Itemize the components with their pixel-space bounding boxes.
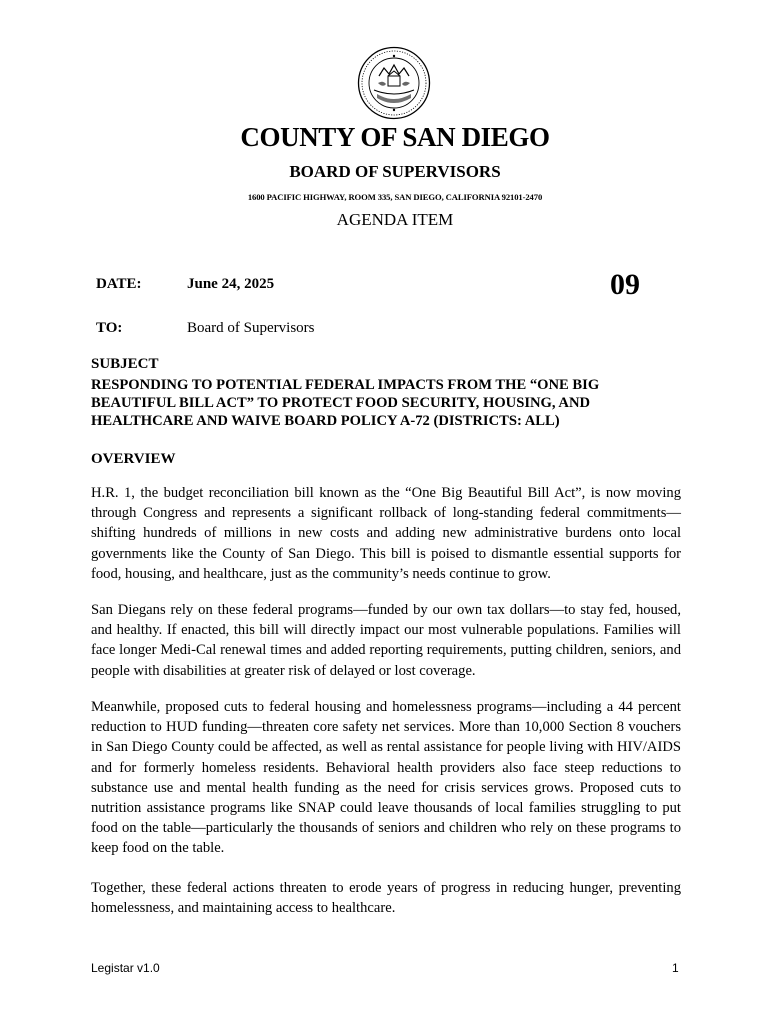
subject-text: RESPONDING TO POTENTIAL FEDERAL IMPACTS FROM THE “ONE BIG BEAUTIFUL BILL ACT” TO PROTECT FOOD SECURITY, HOUSING, AND HEALTHCARE AND WAIVE BOARD POLICY A-72 (DISTRICTS: ALL): [91, 377, 600, 429]
county-seal-icon: [357, 46, 431, 120]
overview-paragraph: Together, these federal actions threaten to erode years of progress in reducing hunger, preventing homelessness, and maintaining access to healthcare.: [91, 880, 681, 917]
county-name: COUNTY OF SAN DIEGO: [240, 122, 550, 152]
board-name: BOARD OF SUPERVISORS: [289, 162, 501, 181]
agenda-item-number: 09: [610, 268, 640, 301]
document-type: AGENDA ITEM: [336, 210, 454, 229]
footer-version: Legistar v1.0: [91, 961, 160, 975]
to-label: TO:: [96, 320, 123, 336]
overview-paragraph: San Diegans rely on these federal programs—funded by our own tax dollars—to stay fed, housed, and healthy. If enacted, this bill will directly impact our most vulnerable populations. Families will face longer Medi-Cal renewal times and added reporting requirements, putting children, seniors, and people with disabilities at greater risk of delayed or lost coverage.: [91, 602, 681, 679]
overview-paragraph: Meanwhile, proposed cuts to federal housing and homelessness programs—including a 44 percent reduction to HUD funding—threaten core safety net services. More than 10,000 Section 8 vouchers in San Diego County could be affected, as well as rental assistance for people living with HIV/AIDS and for formerly homeless residents. Behavioral health providers also face steep reductions to substance use and mental health funding as the need for crisis services grows. Proposed cuts to nutrition assistance programs like SNAP could leave thousands of local families struggling to put food on the table—particularly the thousands of seniors and children who rely on these programs to keep food on the table.: [91, 699, 681, 857]
date-label: DATE:: [96, 276, 142, 292]
board-address: 1600 PACIFIC HIGHWAY, ROOM 335, SAN DIEGO, CALIFORNIA 92101-2470: [247, 192, 543, 202]
to-value: Board of Supervisors: [187, 320, 315, 336]
subject-heading: SUBJECT: [91, 356, 159, 372]
page-number: 1: [672, 961, 679, 975]
date-value: June 24, 2025: [187, 276, 275, 292]
overview-heading: OVERVIEW: [91, 451, 176, 467]
overview-paragraph: H.R. 1, the budget reconciliation bill known as the “One Big Beautiful Bill Act”, is now moving through Congress and represents a significant rollback of long-standing federal commitments—shifting hundreds of millions in new costs and adding new administrative burdens onto local governments like the County of San Diego. This bill is poised to dismantle essential supports for food, housing, and healthcare, just as the community’s needs continue to grow.: [91, 485, 681, 582]
